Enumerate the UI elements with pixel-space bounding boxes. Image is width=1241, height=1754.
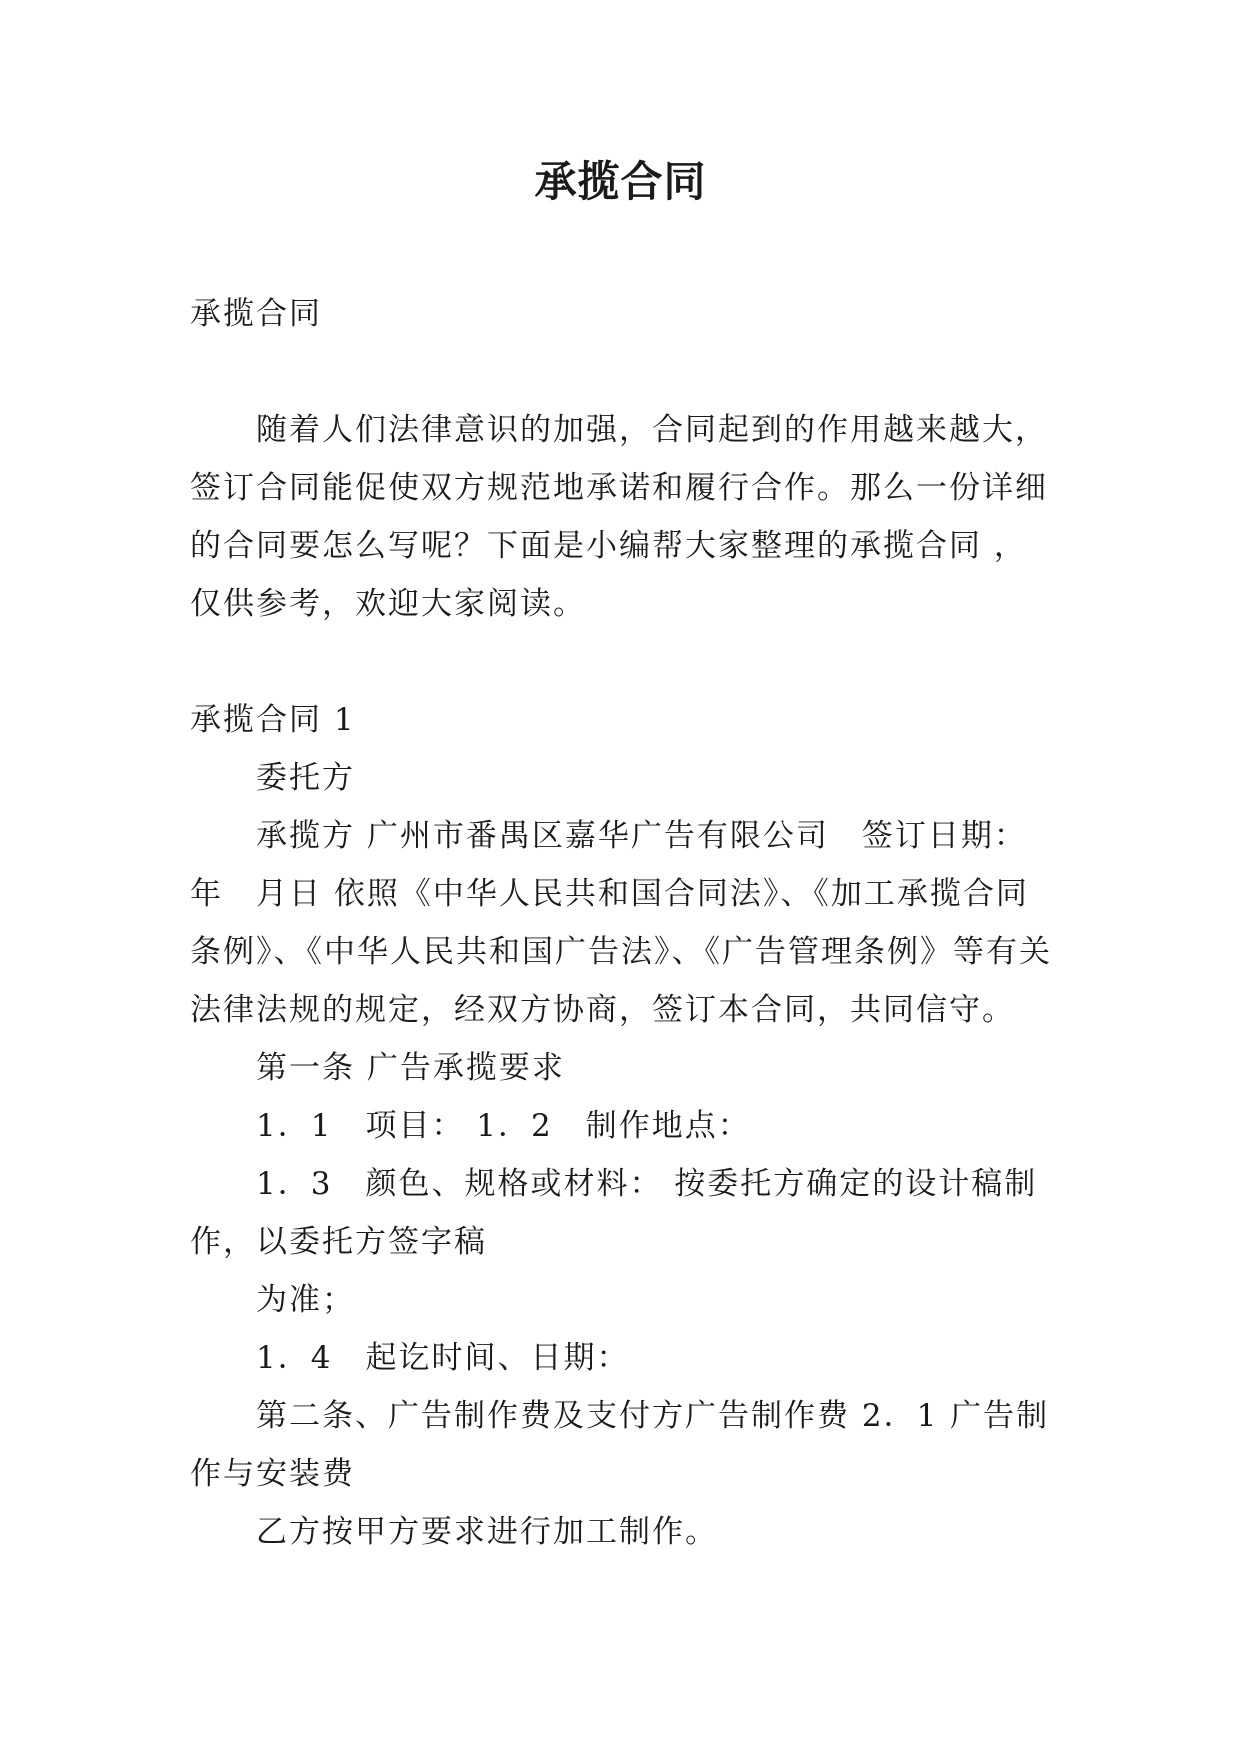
clause-item: 1．3 颜色、规格或材料： 按委托方确定的设计稿制作，以委托方签字稿 (190, 1166, 1038, 1260)
article-heading: 第一条 广告承揽要求 (256, 1050, 565, 1086)
paragraph-text: 乙方按甲方要求进行加工制作。 (256, 1514, 718, 1550)
clause-item: 为准； (256, 1282, 355, 1318)
section-heading: 承揽合同 1 (190, 702, 356, 738)
article-heading: 第二条、广告制作费及支付方广告制作费 2．1 广告制作与安装费 (190, 1398, 1050, 1492)
paragraph-gap (190, 633, 1052, 691)
document-title: 承揽合同 (534, 157, 707, 206)
paragraph-contractor: 承揽方 广州市番禺区嘉华广告有限公司 签订日期：年 月日 依照《中华人民共和国合同法》、《加工承揽合同条例》、《中华人民共和国广告法》、《广告管理条例》等有关法律法规的规定，经双方协商，签订本合同，共同信守。 (190, 818, 1052, 1028)
clause-item: 1．4 起讫时间、日期： (256, 1340, 630, 1376)
paragraph-gap (190, 343, 1052, 401)
paragraph-client: 委托方 (256, 760, 355, 796)
document-body (190, 285, 1052, 1561)
paragraph-heading: 承揽合同 (190, 296, 322, 332)
clause-item: 1．1 项目： 1．2 制作地点： (256, 1108, 751, 1144)
paragraph-intro: 随着人们法律意识的加强，合同起到的作用越来越大，签订合同能促使双方规范地承诺和履行合作。那么一份详细的合同要怎么写呢？下面是小编帮大家整理的承揽合同 ，仅供参考，欢迎大家阅读。 (190, 412, 1048, 622)
